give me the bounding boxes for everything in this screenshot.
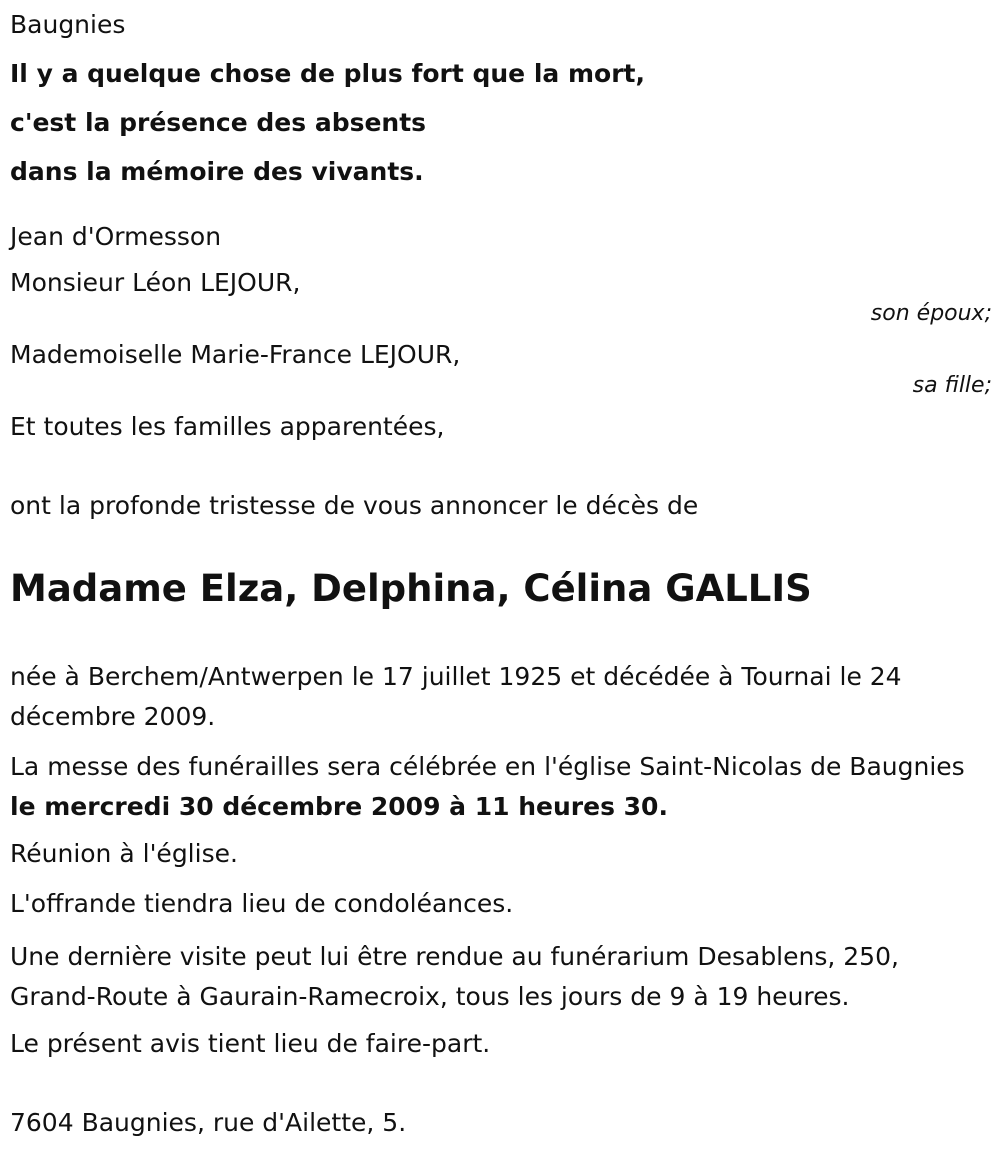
- family-member: [10, 266, 992, 328]
- quote-line-2: c'est la présence des absents: [10, 108, 427, 137]
- family-member-name: Mademoiselle Marie-France LEJOUR,: [10, 340, 461, 369]
- mass-datetime: le mercredi 30 décembre 2009 à 11 heures 30.: [10, 792, 668, 821]
- family-member-role: son époux;: [870, 301, 992, 326]
- offering-line: L'offrande tiendra lieu de condoléances.: [10, 889, 514, 918]
- quote-line-1: Il y a quelque chose de plus fort que la mort,: [10, 59, 645, 88]
- quote-author: Jean d'Ormesson: [10, 222, 222, 251]
- reunion-line: Réunion à l'église.: [10, 839, 238, 868]
- family-member-name: Monsieur Léon LEJOUR,: [10, 268, 301, 297]
- quote-line-3: dans la mémoire des vivants.: [10, 157, 424, 186]
- address-line: 7604 Baugnies, rue d'Ailette, 5.: [10, 1108, 407, 1137]
- mass-paragraph: [10, 747, 992, 827]
- obituary-notice: [10, 8, 992, 1140]
- visit-paragraph: Une dernière visite peut lui être rendue au funérarium Desablens, 250, Grand-Route à Gaurain-Ramecroix, tous les jours de 9 à 19 heures.: [10, 942, 899, 1011]
- birth-death-paragraph: née à Berchem/Antwerpen le 17 juillet 1925 et décédée à Tournai le 24 décembre 2009.: [10, 662, 902, 731]
- relatives-line: Et toutes les familles apparentées,: [10, 412, 445, 441]
- announcement-line: ont la profonde tristesse de vous annoncer le décès de: [10, 491, 699, 520]
- location-heading: Baugnies: [10, 10, 126, 39]
- notice-line: Le présent avis tient lieu de faire-part.: [10, 1029, 491, 1058]
- family-member-role: sa fille;: [912, 373, 992, 398]
- family-member: [10, 338, 992, 400]
- mass-text: La messe des funérailles sera célébrée en l'église Saint-Nicolas de Baugnies: [10, 752, 965, 781]
- deceased-name: Madame Elza, Delphina, Célina GALLIS: [10, 567, 812, 610]
